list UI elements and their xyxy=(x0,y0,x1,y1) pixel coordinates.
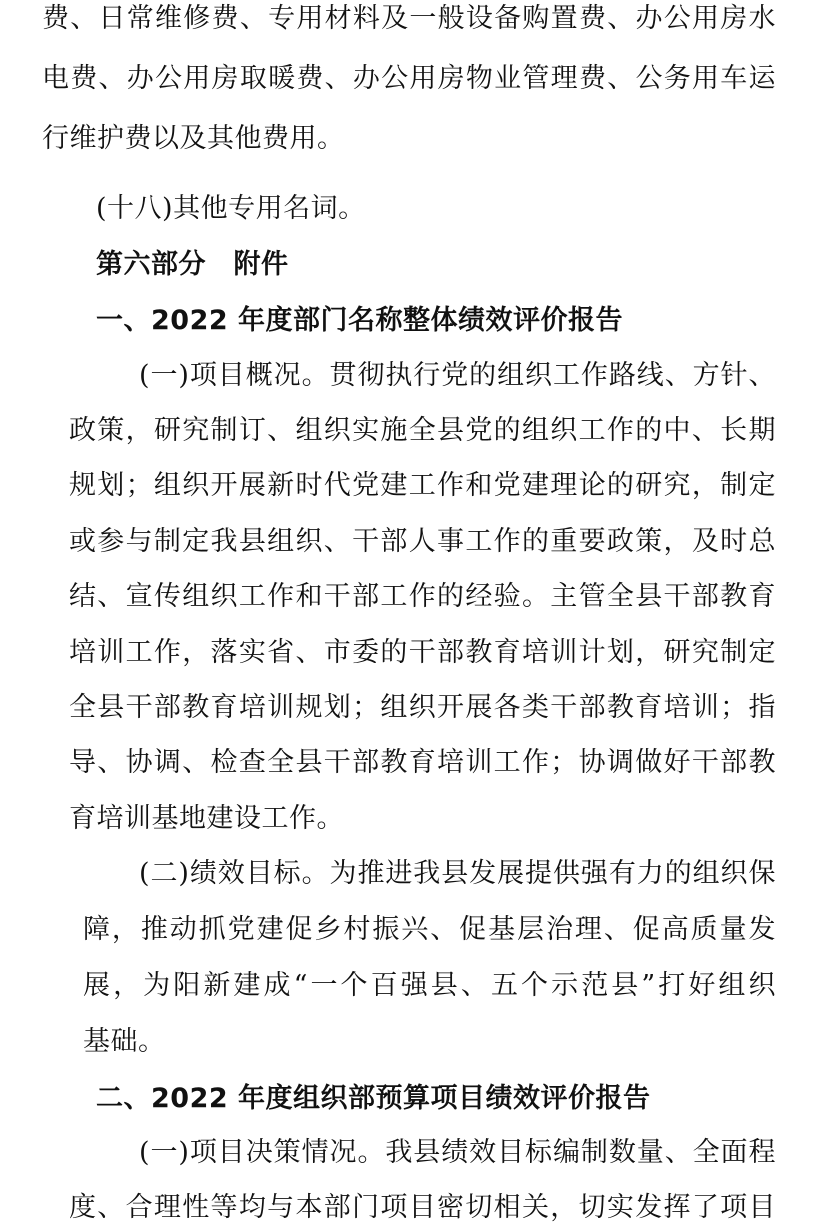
s1-p1-line-4: 或参与制定我县组织、干部人事工作的重要政策，及时总 xyxy=(69,526,776,557)
s1-p1-line-7: 全县干部教育培训规划；组织开展各类干部教育培训；指 xyxy=(69,692,776,723)
part-six-heading: 第六部分 附件 xyxy=(96,249,289,280)
s1-p2-line-4: 基础。 xyxy=(83,1026,166,1057)
s1-p2-line-3: 展，为阳新建成“一个百强县、五个示范县”打好组织 xyxy=(83,970,776,1001)
s1-p1-line-3: 规划；组织开展新时代党建工作和党建理论的研究，制定 xyxy=(69,470,776,501)
s1-p1-line-8: 导、协调、检查全县干部教育培训工作；协调做好干部教 xyxy=(69,747,776,778)
intro-line-1: 费、日常维修费、专用材料及一般设备购置费、办公用房水 xyxy=(42,3,776,34)
s1-p1-line-1: (一)项目概况。贯彻执行党的组织工作路线、方针、 xyxy=(139,360,776,391)
s1-p1-line-9: 育培训基地建设工作。 xyxy=(69,803,344,834)
intro-line-2: 电费、办公用房取暖费、办公用房物业管理费、公务用车运 xyxy=(42,63,776,94)
section-two-heading: 二、2022 年度组织部预算项目绩效评价报告 xyxy=(96,1083,651,1114)
s1-p2-line-1: (二)绩效目标。为推进我县发展提供强有力的组织保 xyxy=(139,858,776,889)
item-18-text: (十八)其他专用名词。 xyxy=(96,193,366,224)
intro-line-3: 行维护费以及其他费用。 xyxy=(42,123,345,154)
s2-p1-line-1: (一)项目决策情况。我县绩效目标编制数量、全面程 xyxy=(139,1137,776,1168)
section-one-heading: 一、2022 年度部门名称整体绩效评价报告 xyxy=(96,305,624,336)
s2-p1-line-2: 度、合理性等均与本部门项目密切相关，切实发挥了项目 xyxy=(69,1192,776,1223)
s1-p1-line-5: 结、宣传组织工作和干部工作的经验。主管全县干部教育 xyxy=(69,581,776,612)
s1-p1-line-2: 政策，研究制订、组织实施全县党的组织工作的中、长期 xyxy=(69,415,776,446)
s1-p2-line-2: 障，推动抓党建促乡村振兴、促基层治理、促高质量发 xyxy=(83,914,776,945)
s1-p1-line-6: 培训工作，落实省、市委的干部教育培训计划，研究制定 xyxy=(69,637,776,668)
